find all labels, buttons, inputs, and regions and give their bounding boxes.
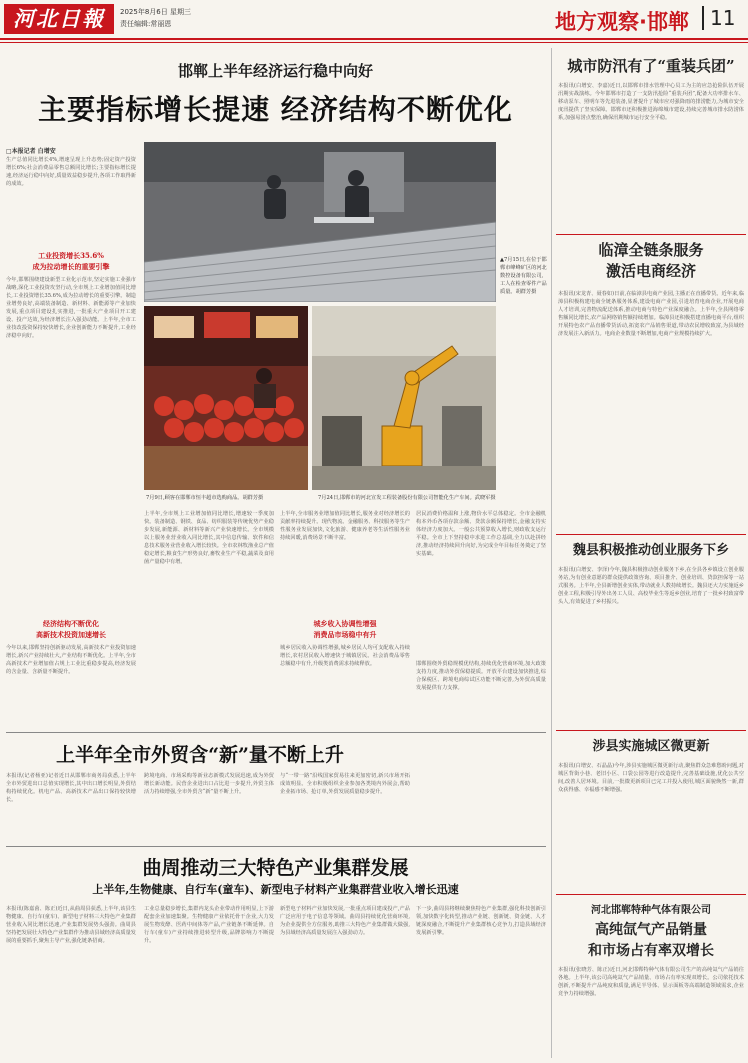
qufu-body-3: 新型电子材料产业加快发展,一批重点项目建成投产,产品广泛应用于电子信息等领域。曲周县持续优化营商环境,为企业提供全方位服务,助推三大特色产业集群做大做强,为县域经济高质量发展注入强劲动力。 xyxy=(280,906,410,936)
masthead-rule-thin xyxy=(0,42,748,43)
lead-body-7: 居民消费价格温和上涨,物价水平总体稳定。全市金融机构本外币各项存款余额、贷款余额保持增长,金融支持实体经济力度加大。一般公共预算收入增长,财政收支运行平稳。全市上下坚持稳中求进工作总基调,全力以赴拼经济,推动经济持续回升向好,为完成全年目标任务奠定了坚实基础。 xyxy=(416,511,546,557)
right-sep-2 xyxy=(556,534,746,535)
robot-workshop-photo xyxy=(312,306,496,490)
lead-headline: 主要指标增长提速 经济结构不断优化 xyxy=(38,93,513,126)
qufu-body-4: 下一步,曲周县将继续聚焦特色产业集群,强化科技创新引领,加快数字化转型,推动产业链、创新链、资金链、人才链深度融合,不断提升产业集群核心竞争力,打造县域经济发展新引擎。 xyxy=(416,906,546,936)
masthead-rule xyxy=(0,38,748,40)
factory-photo xyxy=(144,142,496,302)
lead-byline: □本报记者 白增安 xyxy=(6,148,56,155)
lead-body-4: 上半年,全市规上工业增加值同比增长,增速较一季度加快。装备制造、钢铁、食品、纺织服装等传统优势产业稳步发展,新能源、新材料等新兴产业快速增长。全市规模以上服务业营业收入同比增长,其中信息传输、软件和信息技术服务业营业收入增长较快。全市农林牧渔业总产值稳定增长,粮食生产形势良好,畜牧业生产平稳,蔬菜及食用菌产量稳中有增。 xyxy=(144,511,274,565)
right-sep-1 xyxy=(556,234,746,235)
right-box-5-body: 本报讯(张晓芳、陈正)近日,河北邯郸特种气体有限公司生产的高纯氙气产品销往各地。上半年,该公司高纯氙气产品销量、市场占有率实现双增长。公司依托技术创新,不断提升产品纯度和质量,满足半导体、显示面板等高端制造领域需求,企业竞争力持续增强。 xyxy=(558,967,744,997)
lead-subhead-1: 工业投资增长35.6% 成为拉动增长的重要引擎 xyxy=(32,251,110,271)
right-box-1-title: 城市防汛有了“重装兵团” xyxy=(567,57,735,75)
lead-body-6: 城乡居民收入协调性增强,城乡居民人均可支配收入持续增长,农村居民收入增速快于城镇居民。社会消费品零售总额稳中有升,升级类消费需求持续释放。 xyxy=(280,645,410,667)
right-box-4-body: 本报讯(白增安、石晶晶)今年,涉县实施城区微更新行动,聚焦群众急难愁盼问题,对城区背街小巷、老旧小区、口袋公园等进行改造提升,完善基础设施,优化公共空间,改善人居环境。目前,一批微更新项目已完工并投入使用,城区面貌焕然一新,群众获得感、幸福感不断增强。 xyxy=(558,763,744,793)
editor-line: 责任编辑:常丽恩 xyxy=(120,20,172,28)
lead-body-2: 今年,邯郸围绕建设新型工业化示范市,坚定实施工业强市战略,深化工业投资攻坚行动,全市规上工业增加值同比增长,工业投资增长35.6%,成为拉动增长的重要引擎。制造业增势良好,高端装备制造、新材料、新能源等产业加快发展,重点项目建设扎实推进,一批重大产业项目开工建设、投产达效,为经济增长注入强劲动能。上半年,全市工业技改投资保持较快增长,企业创新能力不断提升,工业经济稳中向好。 xyxy=(6,277,136,339)
photo-caption-3: 7月24日,邯郸市的河北宣发工程装备股份有限公司智能化生产车间。武晓军摄 xyxy=(318,495,496,501)
trade-body-3: 与“一带一路”沿线国家贸易往来更加密切,新兴市场开拓成效明显。全市积极组织企业参加各类境内外展会,帮助企业拓市场、抢订单,外贸发展质量稳步提升。 xyxy=(280,773,410,795)
lead-kicker: 邯郸上半年经济运行稳中向好 xyxy=(177,62,373,80)
lead-body-1: 生产总值同比增长4%,增速呈现上升态势;固定资产投资增长6%;社会消费品零售总额同比增长;主要指标增长提速,经济运行稳中向好,质量效益稳步提升,各项工作取得新的成效。 xyxy=(6,157,136,187)
column-divider xyxy=(551,48,552,1058)
photo-caption-2: 7月9日,顾客在邯郸市恒丰超市选购商品。胡群芳摄 xyxy=(146,495,264,501)
right-box-4-title: 涉县实施城区微更新 xyxy=(592,739,710,754)
trade-body-1: 本报讯(记者杨亚)记者近日从邯郸市商务局获悉,上半年全市外贸进出口总值实现增长,其中出口增长明显,外贸结构持续优化。机电产品、高新技术产品出口保持较快增长。 xyxy=(6,773,136,803)
lead-subhead-2: 经济结构不断优化 高新技术投资加速增长 xyxy=(36,619,106,639)
issue-date: 2025年8月6日 星期三 xyxy=(120,8,191,16)
qufu-body-1: 本报讯(陈嘉茵、陈正)近日,从曲周县获悉,上半年,该县生物健康、自行车(童车)、新型电子材料三大特色产业集群营业收入同比增长迅速,产业集群发展势头强劲。曲周县坚持把发展壮大特色产业集群作为推动县域经济高质量发展的重要抓手,聚焦主导产业,强化链条招商。 xyxy=(6,906,136,944)
right-box-3-body: 本报讯(白增安、李泽)今年,魏县积极推动创业服务下乡,在全县各乡镇设立创业服务站,为有创业意愿的群众提供政策咨询、项目推介、创业培训、贷款担保等一站式服务。上半年,全县新增创业实体,带动就业人数持续增长。魏县还大力实施返乡创业工程,积极引导外出务工人员、高校毕业生等返乡创业,培育了一批乡村致富带头人,有效促进了乡村振兴。 xyxy=(558,567,744,605)
lead-body-5: 上半年,全市服务业增加值同比增长,服务业对经济增长的贡献率持续提升。现代物流、金融服务、科技服务等生产性服务业发展加快,文化旅游、健康养老等生活性服务业持续回暖,消费场景不断丰富。 xyxy=(280,511,410,541)
page-number: 11 xyxy=(702,6,735,30)
supermarket-photo xyxy=(144,306,308,490)
trade-body-4: 邯郸围绕外贸稳规模优结构,持续优化营商环境,加大政策支持力度,推动外贸保稳提质。开放平台建设加快推进,综合保税区、跨境电商综试区功能不断完善,为外贸高质量发展提供有力支撑。 xyxy=(416,661,546,691)
right-sep-4 xyxy=(556,894,746,895)
right-box-5-kicker: 河北邯郸特种气体有限公司 xyxy=(591,905,711,916)
qufu-subheadline: 上半年,生物健康、自行车(童车)、新型电子材料产业集群营业收入增长迅速 xyxy=(92,883,459,896)
trade-body-2: 跨境电商、市场采购等新业态新模式发展迅速,成为外贸增长新动能。民营企业进出口占比进一步提升,外贸主体活力持续增强,全市外贸含“新”量不断上升。 xyxy=(144,773,274,795)
lead-subhead-3: 城乡收入协调性增强 消费品市场稳中有升 xyxy=(313,619,377,639)
right-sep-3 xyxy=(556,730,746,731)
section-rule-2 xyxy=(6,846,546,847)
qufu-headline: 曲周推动三大特色产业集群发展 xyxy=(142,857,409,879)
photo-caption-1: ▲7月15日,在位于邯郸市峰峰矿区的河北数控设备有限公司,工人在检查零件产品质量。胡群芳摄 xyxy=(500,257,547,295)
trade-headline: 上半年全市外贸含“新”量不断上升 xyxy=(56,744,344,766)
section-title: 地方观察·邯郸 xyxy=(555,10,689,34)
right-box-1-body: 本报讯(白增安、李嘉)近日,以邯郸市排水管理中心员工为主的应急抢险队伍开展汛期实战演练。今年邯郸市打造了一支防汛抢险“重装兵团”,配备大功率排水车、移动泵车、照明车等先进装备,显著提升了城市应对强降雨的排涝能力,为城市安全度汛提供了坚实保障。邯郸市还积极推进海绵城市建设,持续完善城市排水防涝体系,加强易涝点整治,确保汛期城市运行安全平稳。 xyxy=(558,83,744,121)
right-box-2-body: 本报讯(宋龙青、聂春如)日前,在临漳县电商产业园,主播正在直播带货。近年来,临漳县积极构建电商全链条服务体系,建设电商产业园,引进培育电商企业,开展电商人才培训,完善物流配送体系,推动电商与特色产业深度融合。上半年,全县网络零售额同比增长,农产品网络销售额持续增加。临漳县还积极搭建直播电商平台,组织开展特色农产品直播带货活动,拓宽农产品销售渠道,带动农民增收致富,为县域经济发展注入新活力。电商企业数量不断增加,电商产业规模持续扩大。 xyxy=(558,291,744,337)
newspaper-logo: 河北日報 xyxy=(4,4,114,34)
lead-body-3: 今年以来,邯郸坚持创新驱动发展,高新技术产业投资加速增长,新兴产业持续壮大,产业结构不断优化。上半年,全市高新技术产业增加值占规上工业比重稳步提高,经济发展的含金量、含新量不断提升。 xyxy=(6,645,136,675)
right-box-5-title: 高纯氙气产品销量 和市场占有率双增长 xyxy=(588,922,714,959)
right-box-3-title: 魏县积极推动创业服务下乡 xyxy=(572,543,729,558)
right-box-2-title: 临漳全链条服务 激活电商经济 xyxy=(598,241,704,280)
qufu-body-2: 工业总量稳步增长,集群内龙头企业带动作用明显,上下游配套企业加速集聚。生物健康产业依托骨干企业,大力发展生物发酵、医药中间体等产品,产业链条不断延伸。自行车(童车)产业持续推进转型升级,品牌影响力不断提升。 xyxy=(144,906,274,944)
masthead xyxy=(0,0,748,40)
